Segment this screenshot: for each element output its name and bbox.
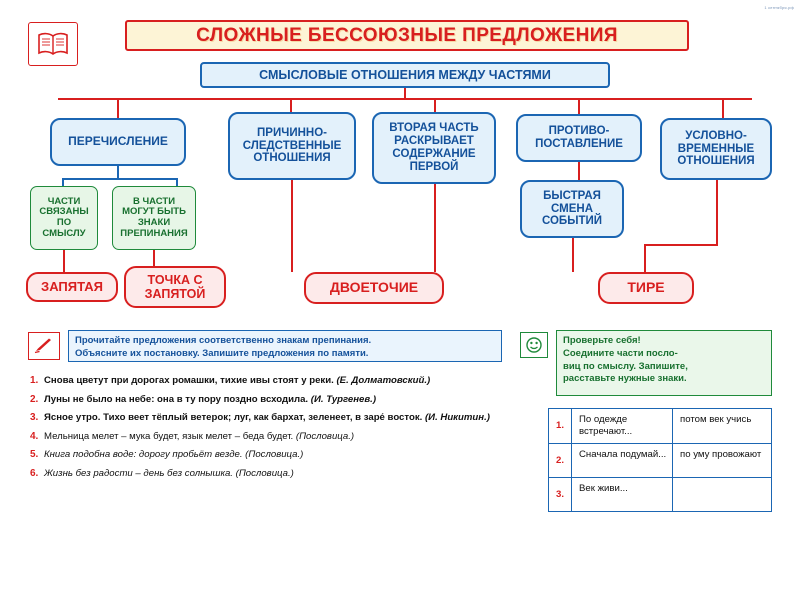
row-right-part[interactable]: по уму провожают (680, 448, 762, 460)
sub-condition-1 (30, 186, 98, 250)
diagram-subtitle (200, 62, 610, 88)
branch-label: БЫСТРАЯ СМЕНА СОБЫТИЙ (541, 189, 603, 228)
list-item-text (44, 449, 500, 460)
list-item-text (44, 431, 500, 442)
sentence-text: Книга подобна воде: дорогу пробьёт везде. (44, 449, 243, 460)
row-right-part[interactable]: потом век учись (680, 414, 752, 425)
row-number: 3. (549, 478, 572, 511)
corner-note: 1 сентября.рф (764, 5, 794, 10)
list-item (30, 468, 500, 479)
sentence-source: (И. Никитин.) (424, 412, 490, 423)
list-item-number: 4. (30, 430, 39, 442)
list-item (30, 412, 500, 423)
sentence-text: Луны не было на небе: она в ту пору поздно всходила. (44, 393, 309, 405)
instruction-line-2: Объясните их постановку. Запишите предложения по памяти. (75, 347, 369, 359)
sentence-text: Снова цветут при дорогах ромашки, тихие ивы стоят у реки. (44, 375, 334, 386)
branch-node-5 (520, 180, 624, 238)
page-title (125, 20, 689, 51)
sentence-source: (Пословица.) (235, 467, 294, 479)
row-right-part[interactable] (673, 478, 771, 511)
smiley-face-icon (520, 332, 548, 358)
branch-node-2 (228, 112, 356, 180)
mark-label: ТОЧКА С ЗАПЯТОЙ (144, 273, 206, 301)
connector (176, 178, 178, 186)
list-item (30, 449, 500, 460)
connector (117, 98, 119, 118)
instruction-line-2: виц по смыслу. Запишите, (563, 360, 688, 372)
row-left-part[interactable]: Сначала подумай... (572, 444, 673, 477)
mark-node-dash (598, 272, 694, 304)
pen-icon (28, 332, 60, 360)
list-item-number: 2. (30, 393, 39, 405)
table-row (549, 409, 771, 444)
list-item-number: 3. (30, 412, 39, 423)
sentence-source: (И. Тургенев.) (310, 393, 377, 405)
instruction-line-1: Прочитайте предложения соответственно знакам препинания. (75, 335, 372, 346)
branch-label: ПЕРЕЧИСЛЕНИЕ (68, 134, 168, 149)
sentence-source: (Е. Долматовский.) (336, 375, 431, 386)
sentence-list (30, 375, 500, 486)
branch-node-3 (372, 112, 496, 184)
mark-label: ТИРЕ (627, 279, 665, 296)
row-number: 2. (549, 444, 572, 477)
mark-node-comma (26, 272, 118, 302)
connector-bus (58, 98, 752, 100)
mark-node-semicolon (124, 266, 226, 308)
list-item (30, 394, 500, 405)
row-left-part[interactable]: По одежде встречают... (572, 409, 673, 443)
connector (578, 162, 580, 180)
list-item-text (44, 468, 500, 479)
diagram-subtitle-label: СМЫСЛОВЫЕ ОТНОШЕНИЯ МЕЖДУ ЧАСТЯМИ (259, 68, 551, 82)
branch-label: ВТОРАЯ ЧАСТЬ РАСКРЫВАЕТ СОДЕРЖАНИЕ ПЕРВОЙ (389, 122, 479, 173)
connector (722, 98, 724, 118)
mark-label: ЗАПЯТАЯ (41, 278, 103, 294)
branch-node-1 (50, 118, 186, 166)
branch-label: ПРОТИВО-ПОСТАВЛЕНИЕ (535, 125, 623, 150)
table-row (549, 444, 771, 478)
list-item-number: 1. (30, 375, 39, 386)
connector (291, 180, 293, 272)
sub-condition-2 (112, 186, 196, 250)
sub-condition-label: ЧАСТИ СВЯЗАНЫ ПО СМЫСЛУ (39, 195, 89, 239)
list-item-number: 6. (30, 467, 39, 479)
open-book-icon (28, 22, 78, 66)
left-task-instruction (68, 330, 502, 362)
list-item (30, 431, 500, 442)
mark-node-colon (304, 272, 444, 304)
branch-label: ПРИЧИННО-СЛЕДСТВЕННЫЕ ОТНОШЕНИЯ (242, 126, 342, 165)
sentence-text: Жизнь без радости – день без солнышка. (44, 467, 233, 479)
connector (644, 244, 646, 272)
sub-condition-label: В ЧАСТИ МОГУТ БЫТЬ ЗНАКИ ПРЕПИНАНИЯ (120, 195, 188, 239)
instruction-line-3: расставьте нужные знаки. (563, 373, 687, 385)
list-item-text (44, 375, 500, 386)
connector (62, 178, 178, 180)
connector (572, 238, 574, 272)
connector (62, 178, 64, 186)
list-item-number: 5. (30, 449, 39, 460)
sentence-text: Мельница мелет – мука будет, язык мелет – беда будет. (44, 430, 294, 442)
list-item-text (44, 412, 500, 423)
list-item-text (44, 394, 500, 405)
right-task-instruction (556, 330, 772, 396)
connector (63, 250, 65, 272)
sentence-source: (Пословица.) (295, 430, 355, 442)
mark-label: ДВОЕТОЧИЕ (329, 279, 419, 296)
list-item (30, 375, 500, 386)
proverb-table (548, 408, 772, 512)
connector (644, 244, 718, 246)
page-title-text: СЛОЖНЫЕ БЕССОЮЗНЫЕ ПРЕДЛОЖЕНИЯ (196, 24, 618, 46)
branch-label: УСЛОВНО-ВРЕМЕННЫЕ ОТНОШЕНИЯ (677, 129, 755, 168)
connector (716, 180, 718, 244)
instruction-line-1: Соедините части посло- (563, 347, 678, 359)
sentence-source: (Пословица.) (245, 449, 304, 460)
right-task-heading: Проверьте себя! (563, 335, 641, 346)
branch-node-6 (660, 118, 772, 180)
sentence-text: Ясное утро. Тихо веет тёплый ветерок; луг, как бархат, зеленеет, в заре́ восток. (44, 412, 423, 423)
connector (117, 166, 119, 178)
branch-node-4 (516, 114, 642, 162)
table-row (549, 478, 771, 511)
connector (434, 184, 436, 272)
connector (404, 88, 406, 98)
row-number: 1. (549, 409, 572, 443)
row-left-part[interactable]: Век живи... (572, 478, 673, 511)
